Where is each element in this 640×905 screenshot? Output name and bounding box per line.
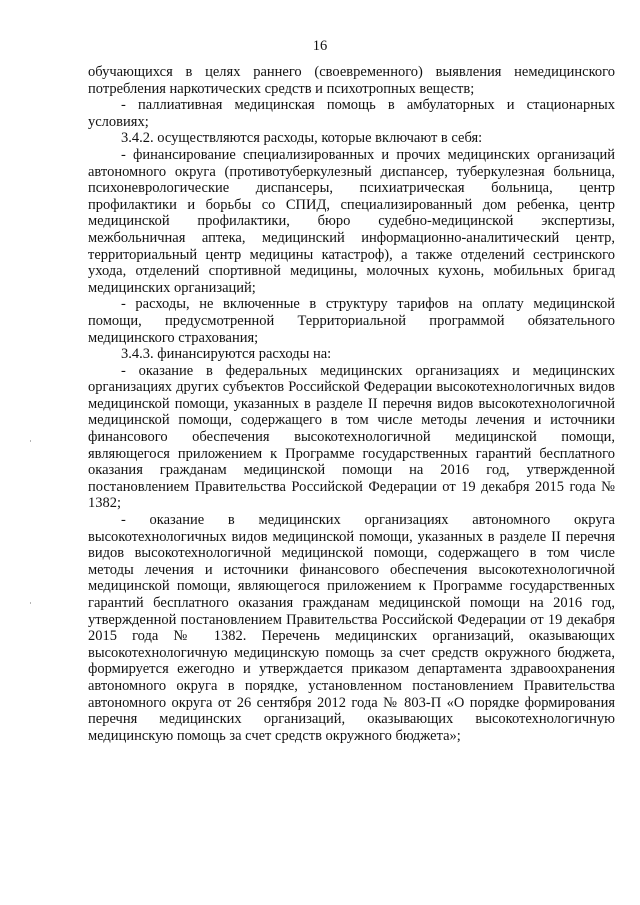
scan-margin-mark: [30, 602, 31, 604]
list-item: - расходы, не включенные в структуру тарифов на оплату медицинской помощи, предусмотренной Территориальной программой обязательного медицинского страхования;: [88, 296, 615, 346]
list-item: - паллиативная медицинская помощь в амбулаторных и стационарных условиях;: [88, 97, 615, 130]
list-item: - финансирование специализированных и прочих медицинских организаций автономного округа (противотуберкулезный диспансер, туберкулезная больница, психоневрологические диспансеры, психиатрическая больница, центр профилактики и борьбы со СПИД, специализированный дом ребенка, центр медицинской профилактики, бюро судебно-медицинской экспертизы, межбольничная аптека, медицинский информационно-аналитический центр, территориальный центр медицины катастроф), а также отделений сестринского ухода, отделений спортивной медицины, молочных кухонь, мобильных бригад медицинских организаций;: [88, 146, 615, 296]
page-number: 16: [312, 38, 328, 54]
list-item: - оказание в федеральных медицинских организациях и медицинских организациях других субъектов Российской Федерации высокотехнологичных видов медицинской помощи, указанных в разделе II перечня видов высокотехнологичной медицинской помощи, содержащего в том числе методы лечения и источники финансового обеспечения высокотехнологичной медицинской помощи, являющегося приложением к Программе государственных гарантий бесплатного оказания гражданам медицинской помощи на 2016 год, утвержденной постановлением Правительства Российской Федерации от 19 декабря 2015 года № 1382;: [88, 362, 615, 512]
scan-margin-mark: [30, 440, 31, 442]
document-body: [88, 64, 615, 744]
list-item: - оказание в медицинских организациях автономного округа высокотехнологичных видов медицинской помощи, указанных в разделе II перечня видов высокотехнологичной медицинской помощи, содержащего в том числе методы лечения и источники финансового обеспечения высокотехнологичной медицинской помощи, являющегося приложением к Программе государственных гарантий бесплатного оказания гражданам медицинской помощи на 2016 год, утвержденной постановлением Правительства Российской Федерации от 19 декабря 2015 года № 1382. Перечень медицинских организаций, оказывающих высокотехнологичную медицинскую помощь за счет средств окружного бюджета, формируется ежегодно и утверждается приказом департамента здравоохранения автономного округа в порядке, установленном постановлением Правительства автономного округа от 26 сентября 2012 года № 803-П «О порядке формирования перечня медицинских организаций, оказывающих высокотехнологичную медицинскую помощь за счет средств окружного бюджета»;: [88, 512, 615, 744]
paragraph: обучающихся в целях раннего (своевременного) выявления немедицинского потребления наркотических средств и психотропных веществ;: [88, 64, 615, 97]
section-heading: 3.4.3. финансируются расходы на:: [121, 346, 332, 363]
section-heading: 3.4.2. осуществляются расходы, которые включают в себя:: [121, 130, 483, 147]
